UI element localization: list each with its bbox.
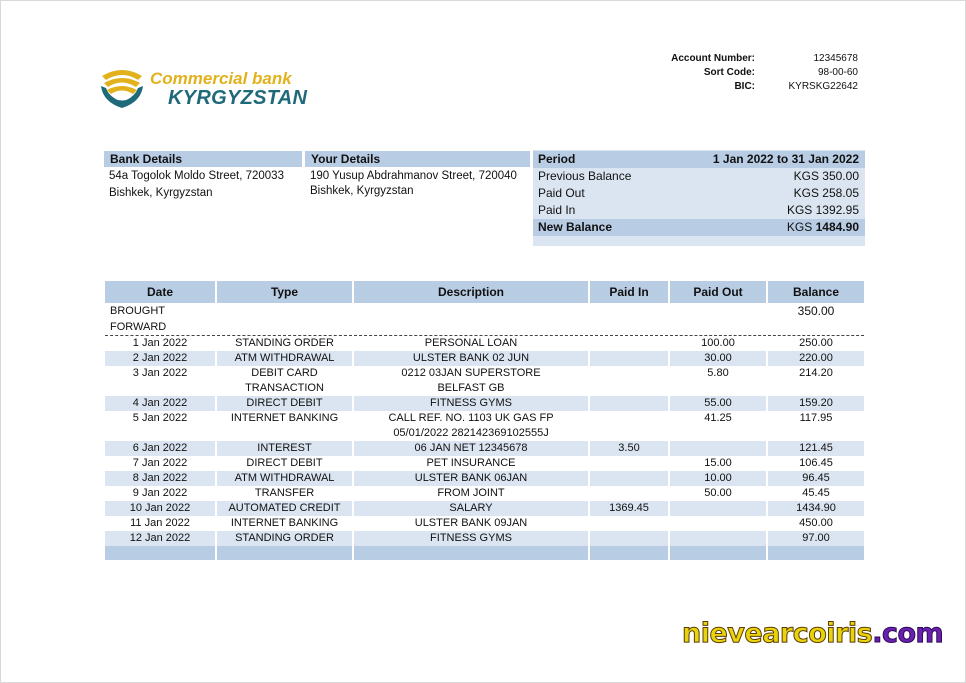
period-row xyxy=(533,151,865,168)
row-balance: 121.45 xyxy=(768,441,864,456)
new-balance-value xyxy=(787,219,859,236)
row-balance: 106.45 xyxy=(799,457,833,469)
new-balance-currency: KGS xyxy=(786,220,813,234)
row-paid-in xyxy=(590,486,668,501)
period-value: 1 Jan 2022 to 31 Jan 2022 xyxy=(712,152,859,166)
row-description: 0212 03JAN SUPERSTORE BELFAST GB xyxy=(401,367,541,394)
row-description: PET INSURANCE xyxy=(426,457,516,469)
row-description: ULSTER BANK 02 JUN xyxy=(354,351,588,366)
paid-out-value: KGS 258.05 xyxy=(793,186,859,200)
row-date: 9 Jan 2022 xyxy=(132,487,188,499)
row-paid-in xyxy=(590,471,668,486)
col-header-description: Description xyxy=(354,281,588,303)
row-type: ATM WITHDRAWAL xyxy=(217,351,352,366)
row-type: INTERNET BANKING xyxy=(230,517,339,529)
empty-cell xyxy=(217,303,352,336)
your-details-header: Your Details xyxy=(305,151,530,167)
watermark-domain: .com xyxy=(872,618,944,649)
watermark xyxy=(682,618,943,649)
row-balance: 250.00 xyxy=(799,337,833,349)
row-date: 5 Jan 2022 xyxy=(132,412,188,424)
row-paid-out: 15.00 xyxy=(704,457,732,469)
row-paid-out: 30.00 xyxy=(670,351,766,366)
row-balance: 117.95 xyxy=(799,412,833,424)
col-header-type: Type xyxy=(217,281,352,303)
paid-out-label: Paid Out xyxy=(538,186,585,200)
footer-cell xyxy=(217,546,352,560)
row-description: FITNESS GYMS xyxy=(354,531,588,546)
table-row xyxy=(105,531,864,546)
row-date: 3 Jan 2022 xyxy=(132,367,188,379)
table-row xyxy=(105,441,864,456)
period-label: Period xyxy=(538,152,576,166)
row-paid-in xyxy=(590,396,668,411)
col-header-balance: Balance xyxy=(768,281,864,303)
row-paid-out xyxy=(670,501,766,516)
bank-name-line1: Commercial bank xyxy=(150,69,292,88)
new-balance-label: New Balance xyxy=(538,220,613,234)
brought-forward-balance: 350.00 xyxy=(768,303,864,336)
row-paid-out: 100.00 xyxy=(701,337,735,349)
row-description: 06 JAN NET 12345678 xyxy=(354,441,588,456)
row-date: 1 Jan 2022 xyxy=(132,337,188,349)
watermark-text: nievearcoiris xyxy=(682,618,873,649)
row-paid-in xyxy=(590,366,668,396)
row-type: ATM WITHDRAWAL xyxy=(217,471,352,486)
row-description: PERSONAL LOAN xyxy=(424,337,518,349)
paid-in-value: KGS 1392.95 xyxy=(786,203,859,217)
row-balance: 214.20 xyxy=(799,367,833,379)
row-balance: 45.45 xyxy=(802,487,830,499)
table-row xyxy=(105,351,864,366)
row-date: 8 Jan 2022 xyxy=(105,471,215,486)
col-header-date: Date xyxy=(105,281,215,303)
row-paid-in xyxy=(590,336,668,351)
brought-forward-row xyxy=(105,303,864,336)
row-type: TRANSFER xyxy=(254,487,315,499)
row-description: SALARY xyxy=(354,501,588,516)
account-number-row xyxy=(640,52,860,66)
empty-cell xyxy=(590,303,668,336)
row-date: 12 Jan 2022 xyxy=(105,531,215,546)
row-description: ULSTER BANK 06JAN xyxy=(354,471,588,486)
row-paid-out: 50.00 xyxy=(704,487,732,499)
row-paid-in xyxy=(590,516,668,531)
account-number-label: Account Number: xyxy=(671,53,755,64)
account-number-value: 12345678 xyxy=(813,53,858,64)
previous-balance-label: Previous Balance xyxy=(538,169,632,183)
bic-label: BIC: xyxy=(734,81,755,92)
bic-value: KYRSKG22642 xyxy=(788,81,858,92)
new-balance-amount: 1484.90 xyxy=(815,220,859,234)
bank-logo-icon xyxy=(100,66,144,110)
table-row xyxy=(105,516,864,531)
paid-in-row xyxy=(533,202,865,219)
sort-code-row xyxy=(640,66,860,80)
row-paid-in xyxy=(590,456,668,471)
table-row xyxy=(105,456,864,471)
row-description: CALL REF. NO. 1103 UK GAS FP 05/01/2022 282142369102555J xyxy=(388,412,554,439)
row-type: INTEREST xyxy=(217,441,352,456)
table-row xyxy=(105,366,864,396)
row-date: 4 Jan 2022 xyxy=(105,396,215,411)
row-paid-in: 1369.45 xyxy=(590,501,668,516)
row-balance: 97.00 xyxy=(768,531,864,546)
table-row xyxy=(105,396,864,411)
row-paid-out: 10.00 xyxy=(670,471,766,486)
row-paid-out: 55.00 xyxy=(670,396,766,411)
bic-row xyxy=(640,80,860,94)
footer-cell xyxy=(354,546,588,560)
row-type: STANDING ORDER xyxy=(235,337,334,349)
row-balance: 96.45 xyxy=(768,471,864,486)
bank-details-header: Bank Details xyxy=(104,151,302,167)
col-header-paid-in: Paid In xyxy=(590,281,668,303)
footer-cell xyxy=(590,546,668,560)
row-date: 6 Jan 2022 xyxy=(105,441,215,456)
empty-cell xyxy=(354,303,588,336)
previous-balance-value: KGS 350.00 xyxy=(793,169,859,183)
table-row xyxy=(105,501,864,516)
row-paid-out: 41.25 xyxy=(704,412,732,424)
bank-logo xyxy=(100,66,310,112)
paid-out-row xyxy=(533,185,865,202)
bank-name-line2: KYRGYZSTAN xyxy=(168,87,308,109)
row-balance: 450.00 xyxy=(799,517,833,529)
brought-forward-label: BROUGHT FORWARD xyxy=(105,303,215,336)
sort-code-label: Sort Code: xyxy=(703,67,755,78)
row-type: AUTOMATED CREDIT xyxy=(217,501,352,516)
row-paid-in xyxy=(590,531,668,546)
row-description: FITNESS GYMS xyxy=(354,396,588,411)
row-date: 10 Jan 2022 xyxy=(105,501,215,516)
table-row xyxy=(105,486,864,501)
row-balance: 159.20 xyxy=(768,396,864,411)
row-type: DIRECT DEBIT xyxy=(246,457,323,469)
row-paid-out: 5.80 xyxy=(707,367,729,379)
row-paid-in: 3.50 xyxy=(590,441,668,456)
row-type: DEBIT CARD TRANSACTION xyxy=(245,367,324,394)
period-summary xyxy=(533,150,865,246)
bank-address-line2: Bishkek, Kyrgyzstan xyxy=(109,187,213,199)
table-footer-row xyxy=(105,546,864,560)
footer-cell xyxy=(670,546,766,560)
transactions-table xyxy=(103,281,866,560)
sort-code-value: 98-00-60 xyxy=(817,67,858,78)
row-balance: 220.00 xyxy=(768,351,864,366)
previous-balance-row xyxy=(533,168,865,185)
account-info xyxy=(640,52,860,94)
row-description: ULSTER BANK 09JAN xyxy=(414,517,528,529)
row-paid-in xyxy=(590,351,668,366)
row-paid-in xyxy=(590,411,668,441)
col-header-paid-out: Paid Out xyxy=(670,281,766,303)
your-address-line1: 190 Yusup Abdrahmanov Street, 720040 xyxy=(310,170,517,182)
bank-address-line1: 54a Togolok Moldo Street, 720033 xyxy=(109,170,284,182)
table-row xyxy=(105,411,864,441)
paid-in-label: Paid In xyxy=(538,203,576,217)
row-balance: 1434.90 xyxy=(768,501,864,516)
row-description: FROM JOINT xyxy=(437,487,505,499)
row-type: DIRECT DEBIT xyxy=(217,396,352,411)
table-row xyxy=(105,336,864,351)
new-balance-row xyxy=(533,219,865,236)
row-paid-out xyxy=(670,441,766,456)
table-header-row xyxy=(105,281,864,303)
row-type: INTERNET BANKING xyxy=(230,412,339,424)
empty-cell xyxy=(670,303,766,336)
table-row xyxy=(105,471,864,486)
row-paid-out xyxy=(670,531,766,546)
footer-cell xyxy=(105,546,215,560)
footer-cell xyxy=(768,546,864,560)
row-paid-out xyxy=(670,516,766,531)
row-date: 2 Jan 2022 xyxy=(105,351,215,366)
row-type: STANDING ORDER xyxy=(217,531,352,546)
your-address-line2: Bishkek, Kyrgyzstan xyxy=(310,185,414,197)
row-date: 7 Jan 2022 xyxy=(132,457,188,469)
row-date: 11 Jan 2022 xyxy=(130,517,190,529)
